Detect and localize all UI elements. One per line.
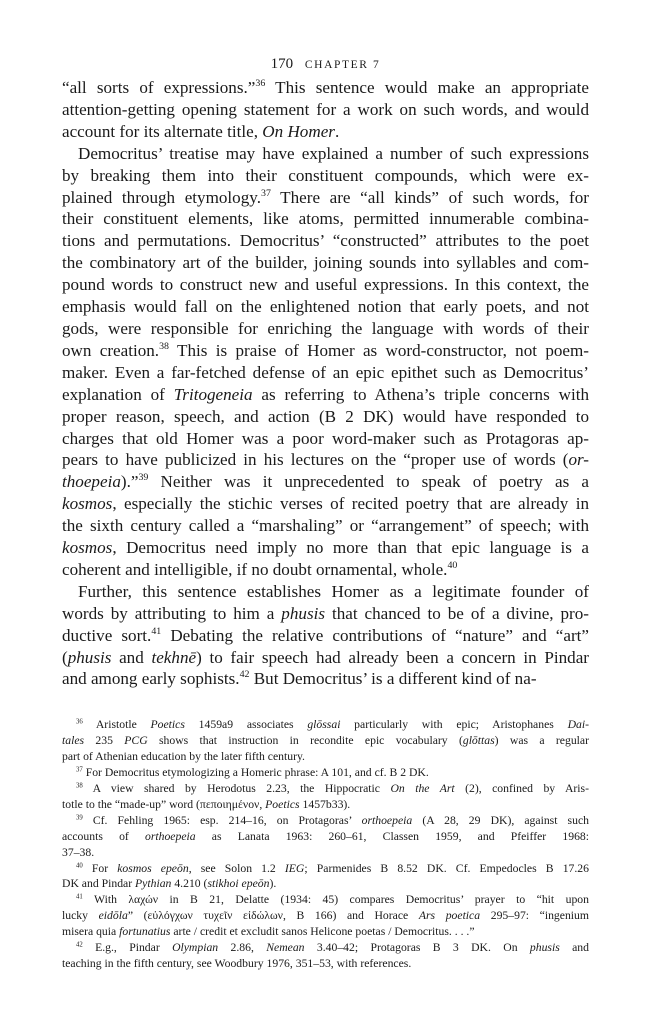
running-header xyxy=(62,56,589,73)
footnote xyxy=(62,892,589,940)
footnote-line: accounts of orthoepeia as Lanata 1963: 260–61, Classen 1959, and Pfeiffer 1968: xyxy=(62,829,590,843)
text-line: thoepeia).”$^{39}$ Neither was it unprecedented to speak of poetry as a xyxy=(62,472,589,492)
text-line: Further, this sentence establishes Homer as a legitimate founder of xyxy=(78,581,589,601)
footnote-line: $^{36}$ Aristotle Poetics 1459a9 associates glōssai particularly with epic; Aristophanes Dai- xyxy=(76,718,589,732)
footnote-line: misera quia fortunatius arte / credit et excludit sanos Helicone poetas / Democritus. . . .” xyxy=(62,925,475,939)
footnote-line: lucky eidōla” (εὐλόγχων τυχεῖν εἰδώλων, B 166) and Horace Ars poetica 295–97: “ingenium xyxy=(62,909,589,923)
text-line: account for its alternate title, On Homer. xyxy=(62,121,340,141)
footnote-line: $^{38}$ A view shared by Herodotus 2.23, the Hippocratic On the Art (2), confined by Aris- xyxy=(76,782,589,795)
footnote-line: $^{42}$ E.g., Pindar Olympian 2.86, Nemean 3.40–42; Protagoras B 3 DK. On phusis and xyxy=(76,941,589,955)
text-line: proper reason, speech, and action (B 2 DK) would have responded to xyxy=(62,406,589,426)
text-line: pound words to construct new and useful expressions. In this context, the xyxy=(62,275,589,295)
body-text xyxy=(62,77,589,690)
text-line: Democritus’ treatise may have explained a number of such expressions xyxy=(78,143,589,163)
body-paragraph xyxy=(62,581,589,691)
text-line: kosmos, Democritus need imply no more than that epic language is a xyxy=(62,538,589,558)
text-line: charges that old Homer was a poor word-maker such as Protagoras ap- xyxy=(62,428,589,448)
text-line: ductive sort.$^{41}$ Debating the relative contributions of “nature” and “art” xyxy=(62,625,589,645)
footnote-line: $^{41}$ With λαχών in B 21, Delatte (1934: 45) compares Democritus’ prayer to “hit upon xyxy=(76,893,589,907)
footnotes xyxy=(62,717,589,972)
text-line: the sixth century called a “marshaling” or “arrangement” of speech; with xyxy=(62,516,589,536)
footnote xyxy=(62,717,589,765)
footnote-line: tales 235 PCG shows that instruction in recondite epic vocabulary (glōttas) was a regular xyxy=(62,734,589,748)
footnote xyxy=(62,813,589,861)
footnote xyxy=(62,940,589,972)
footnote xyxy=(62,765,589,781)
footnote-line: $^{37}$ For Democritus etymologizing a Homeric phrase: A 101, and cf. B 2 DK. xyxy=(76,766,429,780)
body-paragraph xyxy=(62,143,589,581)
footnote-line: teaching in the fifth century, see Woodbury 1976, 351–53, with references. xyxy=(62,956,412,970)
chapter-label: CHAPTER 7 xyxy=(304,59,381,71)
footnote-line: part of Athenian education by the later fifth century. xyxy=(62,750,305,764)
text-line: pears to have publicized in his lectures on the “proper use of words (or- xyxy=(62,450,589,470)
footnote-line: DK and Pindar Pythian 4.210 (stikhoi epeōn). xyxy=(62,877,277,891)
text-line: words by attributing to him a phusis that chanced to be of a divine, pro- xyxy=(62,603,589,623)
text-line: gods, were responsible for enriching the language with words of their xyxy=(62,318,589,338)
footnote-line: $^{39}$ Cf. Fehling 1965: esp. 214–16, on Protagoras’ orthoepeia (A 28, 29 DK), against such xyxy=(76,813,589,827)
footnote xyxy=(62,861,589,893)
text-line: by breaking them into their constituent compounds, which were ex- xyxy=(62,165,589,185)
book-page xyxy=(62,56,589,972)
text-line: their constituent elements, like atoms, permitted innumerable combina- xyxy=(62,209,589,229)
footnote-line: totle to the “made-up” word (πεποιημένον, Poetics 1457b33). xyxy=(62,797,351,811)
text-line: coherent and intelligible, if no doubt ornamental, whole.$^{40}$ xyxy=(62,559,458,579)
page-number: 170 xyxy=(270,56,294,72)
text-line: (phusis and tekhnē) to fair speech had already been a concern in Pindar xyxy=(62,647,589,667)
body-paragraph xyxy=(62,77,589,143)
text-line: own creation.$^{38}$ This is praise of Homer as word-constructor, not poem- xyxy=(62,340,590,360)
text-line: and among early sophists.$^{42}$ But Democritus’ is a different kind of na- xyxy=(62,669,537,689)
footnote xyxy=(62,781,589,813)
text-line: plained through etymology.$^{37}$ There are “all kinds” of such words, for xyxy=(62,187,589,207)
text-line: emphasis would fall on the enlightened notion that early poets, and not xyxy=(62,297,589,317)
text-line: “all sorts of expressions.”$^{36}$ This sentence would make an appropriate xyxy=(62,78,589,97)
text-line: explanation of Tritogeneia as referring to Athena’s triple concerns with xyxy=(62,384,590,404)
footnote-line: 37–38. xyxy=(62,845,95,859)
text-line: attention-getting opening statement for a work on such words, and would xyxy=(62,99,589,119)
text-line: tions and permutations. Democritus’ “constructed” attributes to the poet xyxy=(62,231,589,251)
text-line: the combinatory art of the builder, joining sounds into syllables and com- xyxy=(62,253,589,273)
text-line: kosmos, especially the stichic verses of recited poetry that are already in xyxy=(62,494,589,514)
text-line: maker. Even a far-fetched defense of an epic epithet such as Democritus’ xyxy=(62,362,589,382)
footnote-line: $^{40}$ For kosmos epeōn, see Solon 1.2 IEG; Parmenides B 8.52 DK. Cf. Empedocles B 17.26 xyxy=(76,861,589,875)
